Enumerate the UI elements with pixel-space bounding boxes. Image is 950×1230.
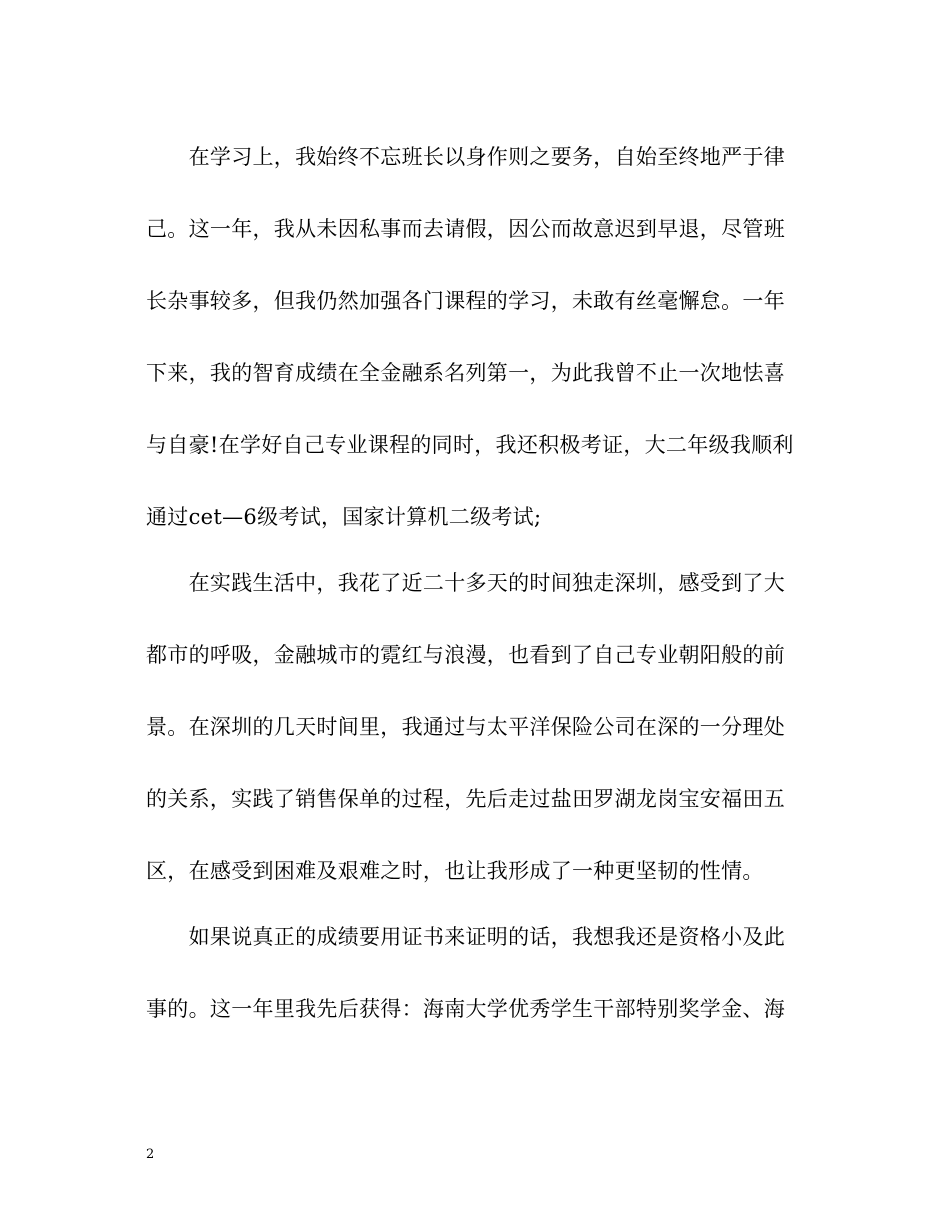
text-line: 景。在深圳的几天时间里，我通过与太平洋保险公司在深的一分理处: [146, 715, 785, 739]
text-line: 事的。这一年里我先后获得：海南大学优秀学生干部特别奖学金、海: [146, 997, 785, 1021]
text-line: 的关系，实践了销售保单的过程，先后走过盐田罗湖龙岗宝安福田五: [146, 787, 785, 811]
page-number: 2: [146, 1147, 155, 1162]
text-line: 在学习上，我始终不忘班长以身作则之要务，自始至终地严于律: [146, 145, 785, 169]
text-line: 己。这一年，我从未因私事而去请假，因公而故意迟到早退，尽管班: [146, 217, 785, 241]
text-line: 长杂事较多，但我仍然加强各门课程的学习，未敢有丝毫懈怠。一年: [146, 289, 785, 313]
text-line: 通过cet—6级考试，国家计算机二级考试;: [146, 505, 542, 529]
text-line: 都市的呼吸，金融城市的霓红与浪漫，也看到了自己专业朝阳般的前: [146, 643, 785, 667]
text-line: 与自豪!在学好自己专业课程的同时，我还积极考证，大二年级我顺利: [146, 433, 794, 457]
text-line: 在实践生活中，我花了近二十多天的时间独走深圳，感受到了大: [146, 571, 785, 595]
text-line: 区，在感受到困难及艰难之时，也让我形成了一种更坚韧的性情。: [146, 859, 764, 883]
text-line: 如果说真正的成绩要用证书来证明的话，我想我还是资格小及此: [146, 925, 785, 949]
text-line: 下来，我的智育成绩在全金融系名列第一，为此我曾不止一次地怯喜: [146, 361, 785, 385]
